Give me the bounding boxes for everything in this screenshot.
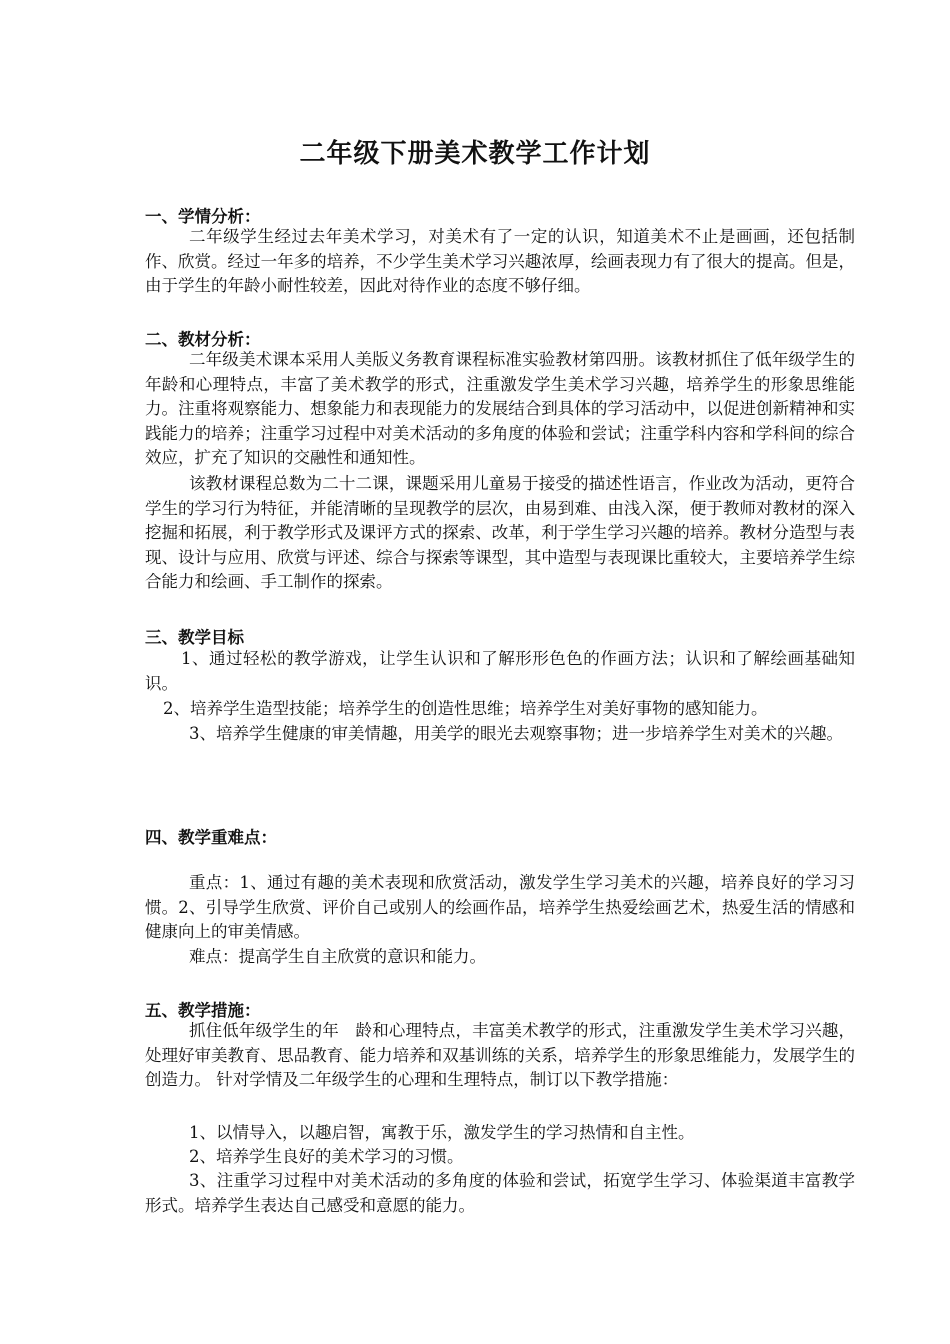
paragraph: 难点：提高学生自主欣赏的意识和能力。	[189, 947, 486, 966]
paragraph: 二年级美术课本采用人美版义务教育课程标准实验教材第四册。该教材抓住了低年级学生的年龄和心理特点，丰富了美术教学的形式，注重激发学生美术学习兴趣，培养学生的形象思维能力。注重将观察能力、想象能力和表现能力的发展结合到具体的学习活动中，以促进创新精神和实践能力的培养；注重学习过程中对美术活动的多角度的体验和尝试；注重学科内容和学科间的综合效应，扩充了知识的交融性和通知性。	[145, 350, 855, 467]
section-heading-teaching-measures: 五、教学措施：	[145, 1001, 261, 1020]
list-item: 2、培养学生良好的美术学习的习惯。	[189, 1147, 464, 1166]
list-item: 1、通过轻松的教学游戏，让学生认识和了解形形色色的作画方法；认识和了解绘画基础知识。	[145, 649, 855, 693]
paragraph: 该教材课程总数为二十二课，课题采用儿童易于接受的描述性语言，作业改为活动，更符合学生的学习行为特征，并能清晰的呈现教学的层次，由易到难、由浅入深，便于教师对教材的深入挖掘和拓展，利于教学形式及课评方式的探索、改革，利于学生学习兴趣的培养。教材分造型与表现、设计与应用、欣赏与评述、综合与探索等课型，其中造型与表现课比重较大，主要培养学生综合能力和绘画、手工制作的探索。	[145, 474, 855, 591]
section-heading-learning-analysis: 一、学情分析：	[145, 207, 261, 226]
paragraph: 二年级学生经过去年美术学习，对美术有了一定的认识，知道美术不止是画画，还包括制作、欣赏。经过一年多的培养，不少学生美术学习兴趣浓厚，绘画表现力有了很大的提高。但是，由于学生的年龄小耐性较差，因此对待作业的态度不够仔细。	[145, 227, 855, 295]
list-item: 3、培养学生健康的审美情趣，用美学的眼光去观察事物；进一步培养学生对美术的兴趣。	[189, 724, 843, 743]
paragraph: 抓住低年级学生的年 龄和心理特点，丰富美术教学的形式，注重激发学生美术学习兴趣，处理好审美教育、思品教育、能力培养和双基训练的关系，培养学生的形象思维能力，发展学生的创造力。 针对学情及二年级学生的心理和生理特点，制订以下教学措施：	[145, 1021, 855, 1089]
list-item: 2、培养学生造型技能；培养学生的创造性思维；培养学生对美好事物的感知能力。	[163, 699, 768, 718]
list-item: 1、以情导入，以趣启智，寓教于乐，激发学生的学习热情和自主性。	[189, 1123, 695, 1142]
section-heading-teaching-goals: 三、教学目标	[145, 628, 244, 647]
section-heading-key-difficulties: 四、教学重难点：	[145, 828, 277, 847]
list-item: 3、注重学习过程中对美术活动的多角度的体验和尝试，拓宽学生学习、体验渠道丰富教学形式。培养学生表达自己感受和意愿的能力。	[145, 1171, 855, 1215]
paragraph: 重点：1、通过有趣的美术表现和欣赏活动，激发学生学习美术的兴趣，培养良好的学习习惯。2、引导学生欣赏、评价自己或别人的绘画作品，培养学生热爱绘画艺术，热爱生活的情感和健康向上的审美情感。	[145, 873, 855, 941]
document-title: 二年级下册美术教学工作计划	[299, 139, 651, 169]
section-heading-textbook-analysis: 二、教材分析：	[145, 330, 261, 349]
